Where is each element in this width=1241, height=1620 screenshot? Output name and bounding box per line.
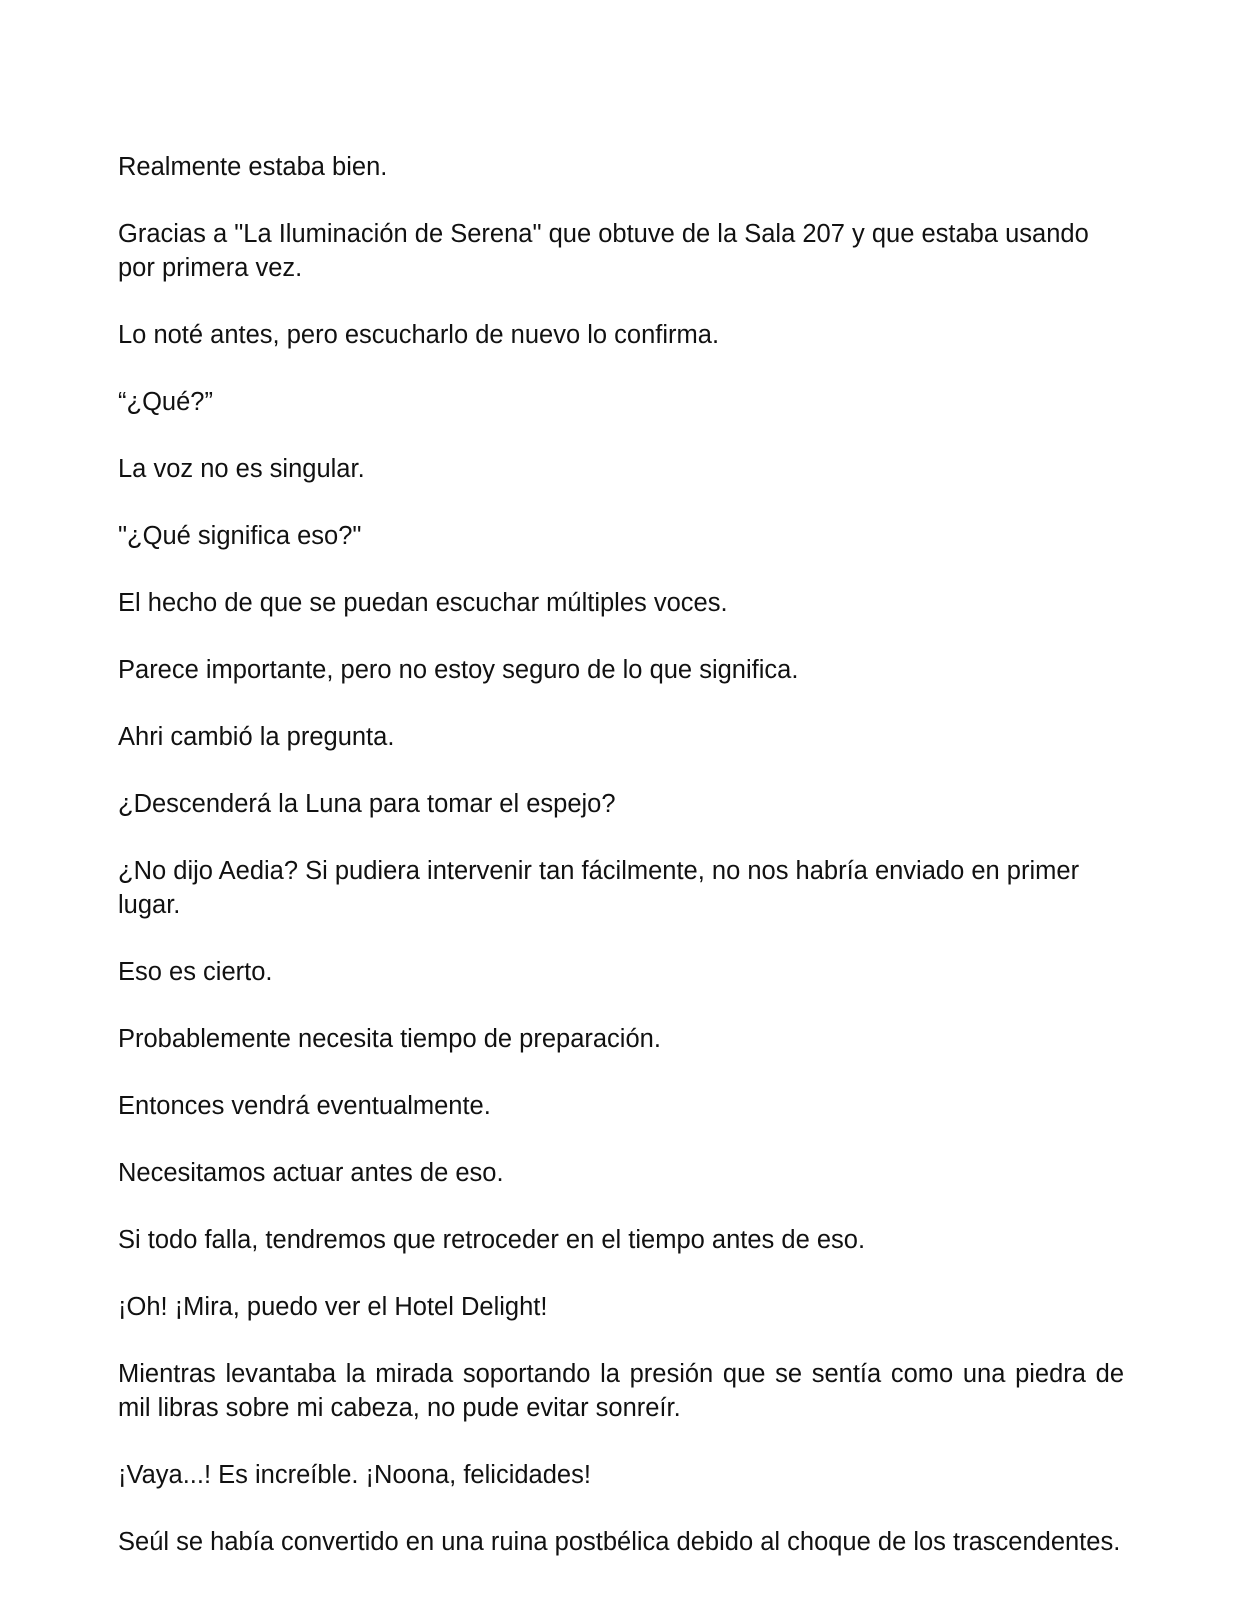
paragraph-13: Probablemente necesita tiempo de preparación. [118, 1025, 661, 1053]
paragraph-2: Gracias a "La Iluminación de Serena" que obtuve de la Sala 207 y que estaba usando por primera vez. [118, 220, 1089, 282]
paragraph-3: Lo noté antes, pero escucharlo de nuevo lo confirma. [118, 321, 720, 349]
paragraph-8: Parece importante, pero no estoy seguro de lo que significa. [118, 656, 799, 684]
paragraph-18: Mientras levantaba la mirada soportando la presión que se sentía como una piedra de mil libras sobre mi cabeza, no pude evitar sonreír. [118, 1360, 1124, 1422]
paragraph-5: La voz no es singular. [118, 455, 365, 483]
paragraph-19: ¡Vaya...! Es increíble. ¡Noona, felicidades! [118, 1461, 591, 1489]
paragraph-20: Seúl se había convertido en una ruina postbélica debido al choque de los trascendentes. [118, 1528, 1121, 1556]
paragraph-6: "¿Qué significa eso?" [118, 522, 362, 550]
paragraph-1: Realmente estaba bien. [118, 153, 388, 181]
document-page [118, 150, 1124, 1592]
paragraph-12: Eso es cierto. [118, 958, 273, 986]
paragraph-15: Necesitamos actuar antes de eso. [118, 1159, 504, 1187]
paragraph-7: El hecho de que se puedan escuchar múltiples voces. [118, 589, 728, 617]
paragraph-16: Si todo falla, tendremos que retroceder en el tiempo antes de eso. [118, 1226, 866, 1254]
paragraph-14: Entonces vendrá eventualmente. [118, 1092, 491, 1120]
paragraph-17: ¡Oh! ¡Mira, puedo ver el Hotel Delight! [118, 1293, 548, 1321]
paragraph-11: ¿No dijo Aedia? Si pudiera intervenir tan fácilmente, no nos habría enviado en primer lugar. [118, 857, 1080, 919]
paragraph-10: ¿Descenderá la Luna para tomar el espejo? [118, 790, 616, 818]
paragraph-9: Ahri cambió la pregunta. [118, 723, 395, 751]
paragraph-4: “¿Qué?” [118, 388, 213, 416]
